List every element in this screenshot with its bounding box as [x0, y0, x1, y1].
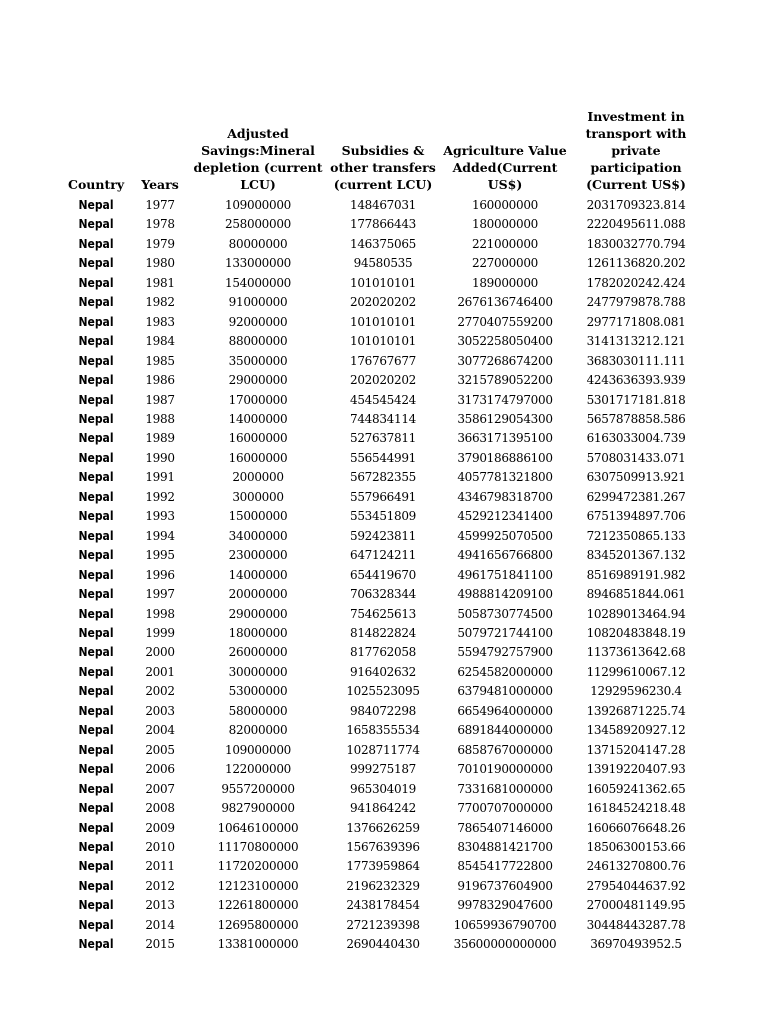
cell-transport-investment: 2031709323.814 — [586, 198, 686, 212]
cell-transport-investment: 8946851844.061 — [586, 587, 686, 602]
cell-year: 1982 — [145, 295, 175, 310]
cell-agriculture-value-added: 4346798318700 — [457, 489, 553, 504]
cell-year: 2002 — [145, 684, 175, 699]
cell-mineral-depletion: 82000000 — [228, 723, 288, 738]
cell-country: Nepal — [78, 703, 114, 718]
cell-year: 1984 — [145, 334, 175, 349]
cell-agriculture-value-added: 6254582000000 — [457, 664, 553, 679]
cell-country: Nepal — [78, 587, 114, 602]
table-row — [60, 196, 700, 215]
table-row — [60, 585, 700, 604]
table-body — [60, 196, 700, 955]
cell-transport-investment: 10289013464.94 — [586, 606, 686, 621]
cell-country: Nepal — [78, 314, 114, 329]
cell-mineral-depletion: 12695800000 — [217, 917, 299, 932]
cell-country: Nepal — [78, 781, 114, 796]
header-transport-investment: Investment in transport with private participation (Current US$) — [585, 109, 687, 192]
cell-mineral-depletion: 122000000 — [224, 762, 291, 777]
cell-subsidies: 556544991 — [349, 450, 416, 465]
cell-country: Nepal — [78, 450, 114, 465]
table-row — [60, 254, 700, 273]
cell-subsidies: 2721239398 — [346, 917, 420, 932]
cell-year: 1979 — [145, 236, 175, 251]
cell-transport-investment: 27954044637.92 — [586, 878, 686, 893]
cell-year: 2011 — [145, 859, 175, 874]
cell-transport-investment: 2477979878.788 — [586, 295, 686, 310]
cell-year: 1987 — [145, 392, 175, 407]
cell-year: 1993 — [145, 509, 175, 524]
cell-agriculture-value-added: 3663171395100 — [457, 431, 553, 446]
cell-mineral-depletion: 30000000 — [228, 664, 288, 679]
table-row — [60, 371, 700, 390]
cell-country: Nepal — [78, 431, 114, 446]
cell-transport-investment: 36970493952.5 — [590, 937, 682, 952]
cell-country: Nepal — [78, 528, 114, 543]
cell-country: Nepal — [78, 684, 114, 699]
cell-subsidies: 965304019 — [349, 781, 416, 796]
cell-year: 2007 — [145, 781, 175, 796]
cell-agriculture-value-added: 160000000 — [471, 198, 538, 212]
cell-agriculture-value-added: 35600000000000 — [453, 937, 557, 952]
cell-subsidies: 101010101 — [349, 334, 416, 349]
cell-agriculture-value-added: 7865407146000 — [457, 820, 553, 835]
cell-country: Nepal — [78, 275, 114, 290]
table-row — [60, 605, 700, 624]
cell-agriculture-value-added: 5594792757900 — [457, 645, 553, 660]
cell-mineral-depletion: 16000000 — [228, 431, 288, 446]
cell-transport-investment: 1782020242.424 — [586, 275, 686, 290]
cell-agriculture-value-added: 3790186886100 — [457, 450, 553, 465]
cell-transport-investment: 5708031433.071 — [586, 450, 686, 465]
table-row — [60, 760, 700, 779]
cell-year: 1988 — [145, 411, 175, 426]
cell-transport-investment: 6299472381.267 — [586, 489, 686, 504]
header-subsidies: Subsidies & other transfers (current LCU) — [330, 143, 436, 192]
table-row — [60, 780, 700, 799]
cell-subsidies: 2690440430 — [346, 937, 420, 952]
cell-subsidies: 1567639396 — [346, 839, 420, 854]
cell-mineral-depletion: 14000000 — [228, 411, 288, 426]
cell-agriculture-value-added: 3215789052200 — [457, 373, 553, 388]
table-row — [60, 877, 700, 896]
cell-country: Nepal — [78, 411, 114, 426]
table-row — [60, 857, 700, 876]
cell-agriculture-value-added: 3586129054300 — [457, 411, 553, 426]
cell-mineral-depletion: 11720200000 — [217, 859, 299, 874]
cell-subsidies: 94580535 — [353, 256, 413, 271]
cell-country: Nepal — [78, 606, 114, 621]
cell-agriculture-value-added: 5079721744100 — [457, 625, 553, 640]
cell-year: 1977 — [145, 198, 175, 212]
cell-year: 1995 — [145, 548, 175, 563]
cell-year: 1992 — [145, 489, 175, 504]
cell-transport-investment: 13926871225.74 — [586, 703, 686, 718]
cell-transport-investment: 13919220407.93 — [586, 762, 686, 777]
cell-country: Nepal — [78, 489, 114, 504]
cell-subsidies: 647124211 — [349, 548, 416, 563]
cell-country: Nepal — [78, 509, 114, 524]
cell-mineral-depletion: 35000000 — [228, 353, 288, 368]
header-country: Country — [68, 177, 125, 192]
cell-mineral-depletion: 9827900000 — [221, 801, 295, 816]
cell-year: 2012 — [145, 878, 175, 893]
cell-subsidies: 567282355 — [349, 470, 416, 485]
table-row — [60, 507, 700, 526]
cell-subsidies: 1376626259 — [346, 820, 420, 835]
cell-transport-investment: 1261136820.202 — [586, 256, 686, 271]
table-row — [60, 721, 700, 740]
cell-country: Nepal — [78, 839, 114, 854]
cell-year: 1990 — [145, 450, 175, 465]
header-years: Years — [141, 177, 179, 192]
cell-agriculture-value-added: 189000000 — [471, 275, 538, 290]
cell-transport-investment: 27000481149.95 — [586, 898, 686, 913]
cell-subsidies: 592423811 — [349, 528, 416, 543]
cell-agriculture-value-added: 9978329047600 — [457, 898, 553, 913]
cell-transport-investment: 24613270800.76 — [586, 859, 686, 874]
cell-transport-investment: 8516989191.982 — [586, 567, 686, 582]
cell-mineral-depletion: 92000000 — [228, 314, 288, 329]
table-row — [60, 838, 700, 857]
table-row — [60, 682, 700, 701]
cell-year: 1997 — [145, 587, 175, 602]
cell-subsidies: 148467031 — [349, 198, 416, 212]
table-row — [60, 235, 700, 254]
cell-mineral-depletion: 13381000000 — [217, 937, 299, 952]
cell-year: 1985 — [145, 353, 175, 368]
cell-country: Nepal — [78, 801, 114, 816]
cell-transport-investment: 11373613642.68 — [586, 645, 686, 660]
cell-year: 2010 — [145, 839, 175, 854]
cell-subsidies: 146375065 — [349, 236, 416, 251]
cell-transport-investment: 3683030111.111 — [586, 353, 686, 368]
cell-year: 1996 — [145, 567, 175, 582]
cell-mineral-depletion: 154000000 — [224, 275, 291, 290]
cell-year: 2015 — [145, 937, 175, 952]
table-row — [60, 449, 700, 468]
table-row — [60, 332, 700, 351]
cell-mineral-depletion: 2000000 — [232, 470, 284, 485]
table-row — [60, 313, 700, 332]
cell-mineral-depletion: 53000000 — [228, 684, 288, 699]
cell-agriculture-value-added: 9196737604900 — [457, 878, 553, 893]
cell-mineral-depletion: 3000000 — [232, 489, 284, 504]
cell-agriculture-value-added: 7010190000000 — [457, 762, 553, 777]
cell-subsidies: 941864242 — [349, 801, 416, 816]
table-row — [60, 799, 700, 818]
cell-subsidies: 2438178454 — [346, 898, 420, 913]
cell-agriculture-value-added: 6858767000000 — [457, 742, 553, 757]
cell-agriculture-value-added: 4941656766800 — [457, 548, 553, 563]
table-row — [60, 527, 700, 546]
cell-country: Nepal — [78, 625, 114, 640]
cell-transport-investment: 5657878858.586 — [586, 411, 686, 426]
cell-year: 1980 — [145, 256, 175, 271]
cell-mineral-depletion: 58000000 — [228, 703, 288, 718]
cell-transport-investment: 30448443287.78 — [586, 917, 686, 932]
cell-subsidies: 177866443 — [349, 217, 416, 232]
cell-subsidies: 202020202 — [349, 295, 416, 310]
cell-year: 2005 — [145, 742, 175, 757]
cell-country: Nepal — [78, 878, 114, 893]
cell-agriculture-value-added: 6379481000000 — [457, 684, 553, 699]
cell-subsidies: 1773959864 — [346, 859, 420, 874]
cell-year: 1981 — [145, 275, 175, 290]
table-row — [60, 741, 700, 760]
cell-subsidies: 101010101 — [349, 275, 416, 290]
table-row — [60, 488, 700, 507]
cell-subsidies: 2196232329 — [346, 878, 420, 893]
cell-year: 2009 — [145, 820, 175, 835]
cell-transport-investment: 8345201367.132 — [586, 548, 686, 563]
cell-country: Nepal — [78, 742, 114, 757]
cell-agriculture-value-added: 6654964000000 — [457, 703, 553, 718]
cell-country: Nepal — [78, 236, 114, 251]
cell-country: Nepal — [78, 937, 114, 952]
table-row — [60, 896, 700, 915]
cell-country: Nepal — [78, 334, 114, 349]
table-row — [60, 293, 700, 312]
cell-mineral-depletion: 11170800000 — [217, 839, 299, 854]
cell-mineral-depletion: 133000000 — [224, 256, 291, 271]
cell-agriculture-value-added: 4529212341400 — [457, 509, 553, 524]
cell-mineral-depletion: 17000000 — [228, 392, 288, 407]
cell-year: 2001 — [145, 664, 175, 679]
cell-mineral-depletion: 258000000 — [224, 217, 291, 232]
cell-subsidies: 553451809 — [349, 509, 416, 524]
table-row — [60, 215, 700, 234]
header-agriculture-value-added: Agriculture Value Added(Current US$) — [443, 143, 567, 192]
cell-subsidies: 454545424 — [349, 392, 416, 407]
cell-transport-investment: 12929596230.4 — [590, 684, 682, 699]
cell-country: Nepal — [78, 548, 114, 563]
table-row — [60, 643, 700, 662]
table-row — [60, 566, 700, 585]
cell-transport-investment: 16066076648.26 — [586, 820, 686, 835]
table-row — [60, 546, 700, 565]
cell-country: Nepal — [78, 373, 114, 388]
cell-transport-investment: 4243636393.939 — [586, 373, 686, 388]
cell-subsidies: 1028711774 — [346, 742, 420, 757]
cell-mineral-depletion: 10646100000 — [217, 820, 299, 835]
cell-transport-investment: 6751394897.706 — [586, 509, 686, 524]
cell-country: Nepal — [78, 392, 114, 407]
table-row — [60, 935, 700, 954]
cell-transport-investment: 6307509913.921 — [586, 470, 686, 485]
cell-subsidies: 176767677 — [349, 353, 416, 368]
cell-transport-investment: 16184524218.48 — [586, 801, 686, 816]
cell-country: Nepal — [78, 859, 114, 874]
table-row — [60, 352, 700, 371]
cell-agriculture-value-added: 4057781321800 — [457, 470, 553, 485]
cell-agriculture-value-added: 3077268674200 — [457, 353, 553, 368]
cell-subsidies: 1658355534 — [346, 723, 420, 738]
cell-year: 1978 — [145, 217, 175, 232]
cell-country: Nepal — [78, 198, 114, 212]
cell-mineral-depletion: 109000000 — [224, 198, 291, 212]
header-row — [60, 108, 700, 196]
cell-transport-investment: 2977171808.081 — [586, 314, 686, 329]
table-row — [60, 429, 700, 448]
cell-year: 2000 — [145, 645, 175, 660]
cell-agriculture-value-added: 8304881421700 — [457, 839, 553, 854]
cell-agriculture-value-added: 221000000 — [471, 236, 538, 251]
table-row — [60, 624, 700, 643]
cell-agriculture-value-added: 4961751841100 — [457, 567, 553, 582]
cell-agriculture-value-added: 227000000 — [471, 256, 538, 271]
cell-agriculture-value-added: 7331681000000 — [457, 781, 553, 796]
table-row — [60, 391, 700, 410]
cell-country: Nepal — [78, 723, 114, 738]
cell-subsidies: 744834114 — [349, 411, 416, 426]
cell-country: Nepal — [78, 353, 114, 368]
cell-mineral-depletion: 12123100000 — [217, 878, 299, 893]
cell-mineral-depletion: 34000000 — [228, 528, 288, 543]
cell-subsidies: 916402632 — [349, 664, 416, 679]
cell-transport-investment: 7212350865.133 — [586, 528, 686, 543]
table-row — [60, 663, 700, 682]
cell-transport-investment: 1830032770.794 — [586, 236, 686, 251]
cell-mineral-depletion: 16000000 — [228, 450, 288, 465]
cell-subsidies: 814822824 — [349, 625, 416, 640]
cell-subsidies: 706328344 — [349, 587, 416, 602]
cell-year: 1983 — [145, 314, 175, 329]
cell-year: 1998 — [145, 606, 175, 621]
cell-year: 1991 — [145, 470, 175, 485]
cell-year: 2014 — [145, 917, 175, 932]
cell-transport-investment: 2220495611.088 — [586, 217, 686, 232]
cell-mineral-depletion: 91000000 — [228, 295, 288, 310]
cell-country: Nepal — [78, 256, 114, 271]
cell-transport-investment: 3141313212.121 — [586, 334, 686, 349]
table-row — [60, 702, 700, 721]
cell-subsidies: 1025523095 — [346, 684, 420, 699]
cell-subsidies: 527637811 — [349, 431, 416, 446]
cell-agriculture-value-added: 4988814209100 — [457, 587, 553, 602]
cell-agriculture-value-added: 5058730774500 — [457, 606, 553, 621]
cell-agriculture-value-added: 3052258050400 — [457, 334, 553, 349]
cell-subsidies: 202020202 — [349, 373, 416, 388]
cell-mineral-depletion: 23000000 — [228, 548, 288, 563]
cell-mineral-depletion: 12261800000 — [217, 898, 299, 913]
table-row — [60, 468, 700, 487]
cell-agriculture-value-added: 180000000 — [471, 217, 538, 232]
cell-agriculture-value-added: 8545417722800 — [457, 859, 553, 874]
table-row — [60, 819, 700, 838]
cell-subsidies: 654419670 — [349, 567, 416, 582]
cell-country: Nepal — [78, 217, 114, 232]
cell-mineral-depletion: 26000000 — [228, 645, 288, 660]
cell-mineral-depletion: 88000000 — [228, 334, 288, 349]
cell-subsidies: 999275187 — [349, 762, 416, 777]
cell-country: Nepal — [78, 898, 114, 913]
cell-year: 1994 — [145, 528, 175, 543]
cell-mineral-depletion: 80000000 — [228, 236, 288, 251]
cell-country: Nepal — [78, 820, 114, 835]
cell-country: Nepal — [78, 762, 114, 777]
cell-subsidies: 754625613 — [349, 606, 416, 621]
cell-agriculture-value-added: 3173174797000 — [457, 392, 553, 407]
cell-transport-investment: 13458920927.12 — [586, 723, 686, 738]
cell-subsidies: 984072298 — [349, 703, 416, 718]
table-row — [60, 274, 700, 293]
header-mineral-depletion: Adjusted Savings:Mineral depletion (current LCU) — [193, 126, 323, 192]
table-row — [60, 916, 700, 935]
cell-year: 1989 — [145, 431, 175, 446]
cell-mineral-depletion: 109000000 — [224, 742, 291, 757]
cell-agriculture-value-added: 6891844000000 — [457, 723, 553, 738]
cell-mineral-depletion: 15000000 — [228, 509, 288, 524]
cell-transport-investment: 16059241362.65 — [586, 781, 686, 796]
cell-transport-investment: 10820483848.19 — [586, 625, 686, 640]
cell-subsidies: 817762058 — [349, 645, 416, 660]
cell-year: 1999 — [145, 625, 175, 640]
cell-agriculture-value-added: 7700707000000 — [457, 801, 553, 816]
cell-agriculture-value-added: 10659936790700 — [453, 917, 557, 932]
data-table — [60, 108, 700, 955]
cell-agriculture-value-added: 2676136746400 — [457, 295, 553, 310]
cell-subsidies: 557966491 — [349, 489, 416, 504]
cell-year: 2008 — [145, 801, 175, 816]
cell-transport-investment: 5301717181.818 — [586, 392, 686, 407]
cell-year: 2004 — [145, 723, 175, 738]
cell-agriculture-value-added: 4599925070500 — [457, 528, 553, 543]
cell-country: Nepal — [78, 295, 114, 310]
cell-year: 2013 — [145, 898, 175, 913]
cell-transport-investment: 13715204147.28 — [586, 742, 686, 757]
table-row — [60, 410, 700, 429]
cell-subsidies: 101010101 — [349, 314, 416, 329]
cell-mineral-depletion: 29000000 — [228, 606, 288, 621]
cell-mineral-depletion: 18000000 — [228, 625, 288, 640]
cell-country: Nepal — [78, 567, 114, 582]
cell-country: Nepal — [78, 645, 114, 660]
cell-mineral-depletion: 9557200000 — [221, 781, 295, 796]
cell-country: Nepal — [78, 917, 114, 932]
cell-year: 2003 — [145, 703, 175, 718]
cell-transport-investment: 6163033004.739 — [586, 431, 686, 446]
cell-mineral-depletion: 14000000 — [228, 567, 288, 582]
cell-mineral-depletion: 29000000 — [228, 373, 288, 388]
cell-mineral-depletion: 20000000 — [228, 587, 288, 602]
cell-country: Nepal — [78, 470, 114, 485]
cell-country: Nepal — [78, 664, 114, 679]
cell-transport-investment: 11299610067.12 — [586, 664, 686, 679]
cell-year: 1986 — [145, 373, 175, 388]
cell-year: 2006 — [145, 762, 175, 777]
cell-transport-investment: 18506300153.66 — [586, 839, 686, 854]
cell-agriculture-value-added: 2770407559200 — [457, 314, 553, 329]
